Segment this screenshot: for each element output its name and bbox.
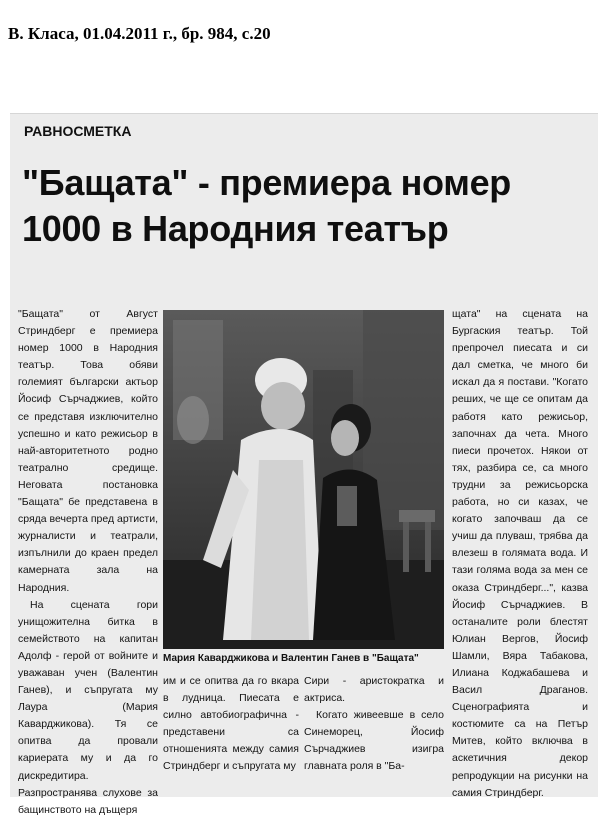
headline-line-2: 1000 в Народния театър <box>22 208 449 249</box>
paragraph: щата" на сцената на Бургаския театър. Той препрочел пиесата и си дал сметка, че много би искал да я постави. "Когато реших, че ще се опитам да работя като режисьор, започнах да чета. Много пиеси прочетох. Някои от тях, разбира се, са много трудни за режисьорска работа, но си казах, че когато започваш да се учиш да плуваш, трябва да влезеш в голямата вода. И тази голяма вода за мен се оказа Стриндберг...", казва Йосиф Сърчаджиев. В останалите роли блестят Юлиан Вергов, Йосиф Шамли, Вяра Табакова, Илиана Коджабашева и Васил Драганов. Сценографията и костюмите са на Петър Митев, който включва в аскетичния декор репродукции на рисунки на самия Стриндберг. <box>452 308 588 799</box>
paragraph: Сири - аристократка и актриса. <box>304 675 444 705</box>
article-column-2a: им и се опитва да го вкара в лудница. Пиесата е силно автобиографична - представени са отношенията между самия Стриндберг и съпругата му <box>163 675 299 773</box>
paragraph: Когато живеевше в село Синеморец, Йосиф Сърчаджиев изигра главната роля в "Ба- <box>304 709 444 773</box>
photo-caption: Мария Каварджикова и Валентин Ганев в "Бащата" <box>163 653 419 664</box>
stage-scene-illustration <box>163 310 444 649</box>
headline-line-1: "Бащата" - премиера номер <box>22 162 511 203</box>
article-headline <box>22 160 582 252</box>
paragraph: На сцената гори унищожителна битка в семейството на капитан Адолф - герой от войните и уважаван учен (Валентин Ганев), и съпругата му Лаура (Мария Каварджикова). Тя се опитва да провали кариерата му и да го дискредитира. Разпространява слухове за бащинството на дъщеря <box>18 598 158 816</box>
article-column-3 <box>452 306 588 799</box>
source-citation: В. Класа, 01.04.2011 г., бр. 984, с.20 <box>8 24 271 43</box>
paragraph: "Бащата" от Август Стриндберг е премиера номер 1000 в Народния театър. Това обяви големият български актьор Йосиф Сърчаджиев, който се представя изключително успешно и като режисьор в най-авторитетното родно театрално средище. Неговата постановка "Бащата" бе представена в сряда вечерта пред артисти, журналисти и театрали, изпълнили до краен предел камерната зала на Народния. <box>18 308 159 594</box>
article-column-2b <box>304 673 444 791</box>
article-column-1 <box>18 306 159 816</box>
section-label: РАВНОСМЕТКА <box>24 123 132 139</box>
stage-photo <box>163 310 444 649</box>
